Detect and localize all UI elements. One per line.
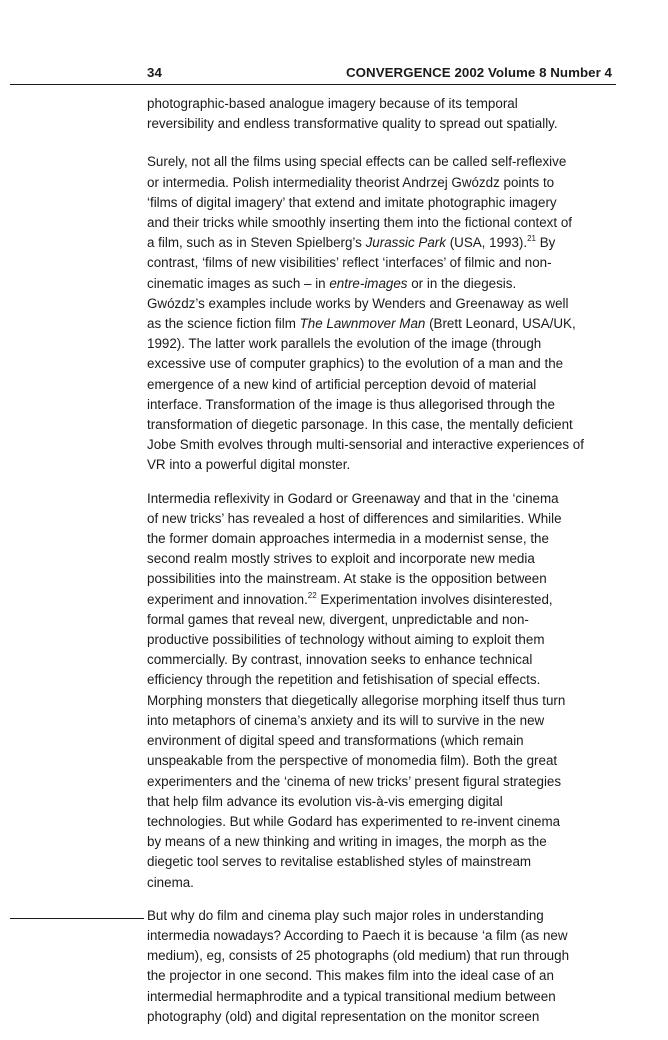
text-line: [147, 253, 617, 273]
line-text: 1992). The latter work parallels the evolution of the image (through: [147, 336, 542, 352]
line-text: photographic-based analogue imagery because of its temporal: [147, 96, 518, 111]
line-text: into metaphors of cinema’s anxiety and its will to survive in the new: [147, 712, 545, 728]
text-line: [147, 590, 617, 610]
text-line: [147, 509, 617, 529]
line-text: intermedia nowadays? According to Paech it is because ‘a film (as new: [147, 927, 568, 943]
line-text: contrast, ‘films of new visibilities’ reflect ‘interfaces’ of filmic and non-: [147, 255, 552, 271]
text-line: [147, 630, 617, 650]
line-text: photography (old) and digital representation on the monitor screen: [147, 1008, 540, 1024]
text-line: [147, 650, 617, 670]
text-line: [147, 455, 617, 475]
film-title-italic: The Lawnmover Man: [299, 316, 426, 332]
text-line: [147, 792, 617, 812]
line-text: experimenters and the ‘cinema of new tricks’ present figural strategies: [147, 773, 562, 789]
text-line: [147, 751, 617, 771]
line-text: productive possibilities of technology without aiming to exploit them: [147, 632, 545, 648]
text-line: [147, 314, 617, 334]
line-text: But why do film and cinema play such major roles in understanding: [147, 907, 544, 923]
text-line: [147, 435, 617, 455]
line-text: (USA, 1993).: [445, 235, 528, 251]
text-line: [147, 395, 617, 415]
text-line: [147, 610, 617, 630]
text-line: [147, 873, 617, 893]
line-text: reversibility and endless transformative quality to spread out spatially.: [147, 116, 558, 132]
line-text: emergence of a new kind of artificial perception devoid of material: [147, 376, 537, 392]
line-text: experiment and innovation.: [147, 591, 308, 607]
text-line: [147, 987, 617, 1007]
line-text: Intermedia reflexivity in Godard or Greenaway and that in the ‘cinema: [147, 490, 559, 506]
footnote-marker: 21: [527, 234, 536, 244]
text-line: [147, 375, 617, 395]
paragraph: [147, 906, 617, 1027]
text-line: [147, 274, 617, 294]
line-text: Morphing monsters that diegetically allegorise morphing itself thus turn: [147, 692, 566, 708]
line-text: of new tricks’ has revealed a host of differences and similarities. While: [147, 510, 562, 526]
text-line: [147, 152, 617, 172]
line-text: technologies. But while Godard has experimented to re-invent cinema: [147, 813, 561, 829]
text-line: [147, 489, 617, 509]
line-text: diegetic tool serves to revitalise established styles of mainstream: [147, 854, 532, 870]
text-line: [147, 193, 617, 213]
line-text: the former domain approaches intermedia in a modernist sense, the: [147, 531, 549, 547]
text-line: [147, 529, 617, 549]
text-line: [147, 334, 617, 354]
text-line: [147, 906, 617, 926]
line-text: and their tricks while smoothly inserting them into the fictional context of: [147, 215, 572, 231]
line-text: Gwózdz’s examples include works by Wenders and Greenaway as well: [147, 295, 569, 311]
line-text: ‘films of digital imagery’ that extend and imitate photographic imagery: [147, 194, 557, 210]
line-text: intermedial hermaphrodite and a typical transitional medium between: [147, 988, 556, 1004]
film-title-italic: Jurassic Park: [365, 235, 446, 251]
line-text: by means of a new thinking and writing in images, the morph as the: [147, 834, 547, 850]
line-text: that help film advance its evolution vis-à-vis emerging digital: [147, 793, 503, 809]
line-text: commercially. By contrast, innovation seeks to enhance technical: [147, 652, 533, 668]
text-line: [147, 691, 617, 711]
text-line: [147, 294, 617, 314]
line-text: as the science fiction film: [147, 316, 300, 332]
text-line: [147, 569, 617, 589]
line-text: unspeakable from the perspective of monomedia film). Both the great: [147, 753, 558, 769]
text-line: [147, 354, 617, 374]
line-text: second realm mostly strives to exploit and incorporate new media: [147, 551, 535, 567]
text-line: [147, 94, 617, 114]
text-line: [147, 852, 617, 872]
line-text: By: [536, 235, 556, 251]
line-text: possibilities into the mainstream. At stake is the opposition between: [147, 571, 547, 587]
line-text: medium), eg, consists of 25 photographs (old medium) that run through: [147, 948, 570, 964]
text-line: [147, 812, 617, 832]
line-text: cinematic images as such – in: [147, 275, 330, 291]
text-line: [147, 415, 617, 435]
text-line: [147, 926, 617, 946]
line-text: a film, such as in Steven Spielberg’s: [147, 235, 366, 251]
text-line: [147, 549, 617, 569]
line-text: formal games that reveal new, divergent, unpredictable and non-: [147, 611, 529, 627]
journal-title: CONVERGENCE 2002 Volume 8 Number 4: [346, 65, 612, 80]
text-line: [147, 213, 617, 233]
line-text: excessive use of computer graphics) to the evolution of a man and the: [147, 356, 564, 372]
text-line: [147, 1007, 617, 1027]
line-text: the projector in one second. This makes film into the ideal case of an: [147, 968, 554, 984]
line-text: or intermedia. Polish intermediality theorist Andrzej Gwózdz points to: [147, 174, 555, 190]
line-text: Surely, not all the films using special effects can be called self-reflexive: [147, 154, 567, 170]
line-text: VR into a powerful digital monster.: [147, 457, 351, 473]
line-text: environment of digital speed and transformations (which remain: [147, 733, 524, 749]
text-line: [147, 670, 617, 690]
line-text: Experimentation involves disinterested,: [316, 591, 553, 607]
line-text: or in the diegesis.: [407, 275, 517, 291]
footnote-rule: [10, 918, 144, 919]
paragraph: [147, 489, 617, 893]
line-text: cinema.: [147, 874, 194, 890]
header-rule: [10, 84, 616, 85]
line-text: (Brett Leonard, USA/UK,: [425, 316, 576, 332]
text-line: [147, 966, 617, 986]
text-line: [147, 832, 617, 852]
line-text: efficiency through the repetition and fetishisation of special effects.: [147, 672, 541, 688]
body-text: [147, 94, 617, 1040]
text-line: [147, 772, 617, 792]
line-text: interface. Transformation of the image is thus allegorised through the: [147, 396, 555, 412]
line-text: transformation of diegetic parsonage. In this case, the mentally deficient: [147, 417, 573, 433]
term-italic: entre-images: [329, 275, 408, 291]
footnote-marker: 22: [307, 590, 317, 600]
text-line: [147, 946, 617, 966]
running-head: [147, 65, 612, 80]
line-text: Jobe Smith evolves through multi-sensorial and interactive experiences of: [147, 437, 584, 453]
text-line: [147, 114, 617, 134]
paragraph: [147, 94, 617, 134]
text-line: [147, 173, 617, 193]
text-line: [147, 233, 617, 253]
page-number: 34: [147, 65, 162, 80]
text-line: [147, 731, 617, 751]
text-line: [147, 711, 617, 731]
paragraph: [147, 152, 617, 475]
